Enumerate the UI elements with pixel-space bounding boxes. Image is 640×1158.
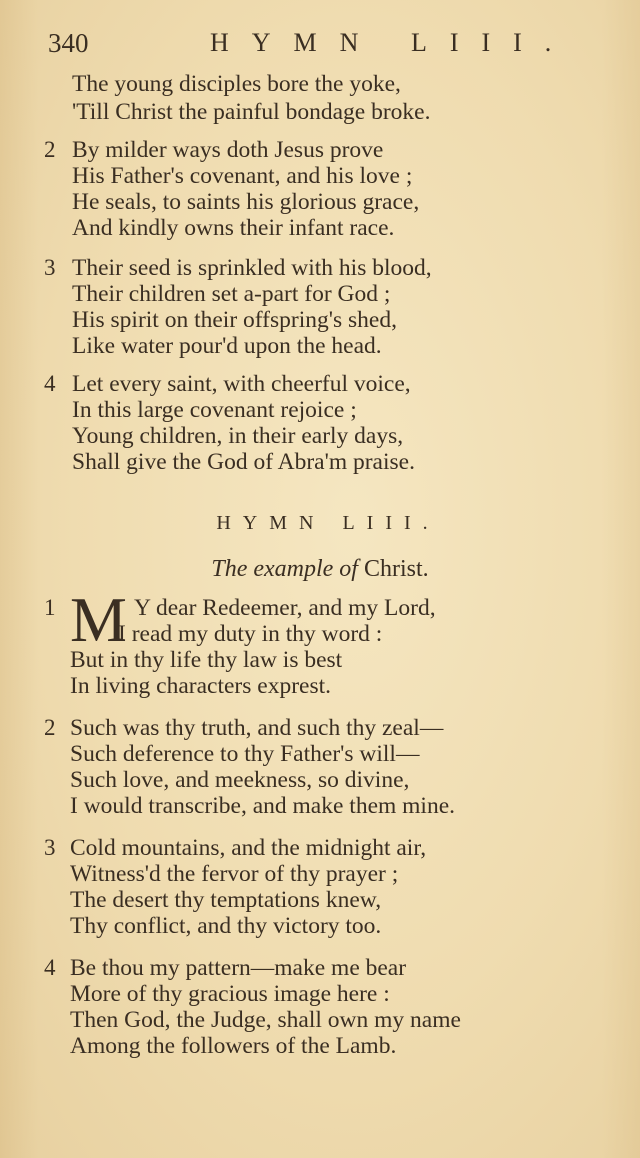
verse-line: Such love, and meekness, so divine, — [70, 767, 410, 793]
page-header — [0, 28, 640, 62]
verse-number: 4 — [44, 955, 56, 980]
verse-line: Such was thy truth, and such thy zeal— — [70, 715, 444, 741]
subtitle-italic: The example of — [211, 556, 358, 582]
hymn-subtitle — [0, 556, 640, 583]
hymn-title: HYMN LIII. — [216, 512, 440, 534]
verse-number: 1 — [44, 595, 56, 620]
verse-line: 'Till Christ the painful bondage broke. — [72, 99, 431, 125]
verse-line: By milder ways doth Jesus prove — [72, 137, 384, 163]
verse-line: More of thy gracious image here : — [70, 981, 390, 1007]
verse-line: Young children, in their early days, — [72, 423, 404, 449]
verse-line: And kindly owns their infant race. — [72, 215, 395, 241]
verse-line: He seals, to saints his glorious grace, — [72, 189, 420, 215]
verse-line: Y dear Redeemer, and my Lord, — [134, 595, 436, 621]
verse-line: His Father's covenant, and his love ; — [72, 163, 413, 189]
verse-line: But in thy life thy law is best — [70, 647, 343, 673]
verse-line: Their seed is sprinkled with his blood, — [72, 255, 432, 281]
verse-line: Thy conflict, and thy victory too. — [70, 913, 382, 939]
verse-line: The desert thy temptations knew, — [70, 887, 382, 913]
drop-cap: M — [70, 584, 127, 655]
verse-number: 3 — [44, 835, 56, 860]
verse-number: 2 — [44, 715, 56, 740]
verse-number: 3 — [44, 255, 56, 280]
verse-line: Such deference to thy Father's will— — [70, 741, 420, 767]
subtitle-roman: Christ. — [363, 556, 429, 582]
verse-line: I read my duty in thy word : — [118, 621, 383, 647]
verse-line: Shall give the God of Abra'm praise. — [72, 449, 415, 475]
verse-line: Be thou my pattern—make me bear — [70, 955, 407, 981]
running-title: HYMN LIII. — [210, 28, 575, 57]
verse-line: Among the followers of the Lamb. — [70, 1033, 397, 1059]
verse-line: In living characters exprest. — [70, 673, 332, 699]
verse-line: Cold mountains, and the midnight air, — [70, 835, 427, 861]
verse-line: Witness'd the fervor of thy prayer ; — [70, 861, 399, 887]
verse-line: In this large covenant rejoice ; — [72, 397, 357, 423]
verse-line: Their children set a-part for God ; — [72, 281, 391, 307]
verse-line: His spirit on their offspring's shed, — [72, 307, 397, 333]
verse-number: 4 — [44, 371, 56, 396]
page-number: 340 — [48, 28, 89, 58]
verse-line: Like water pour'd upon the head. — [72, 333, 382, 359]
verse-number: 2 — [44, 137, 56, 162]
verse-line: Then God, the Judge, shall own my name — [70, 1007, 461, 1033]
verse-line: I would transcribe, and make them mine. — [70, 793, 456, 819]
verse-line: The young disciples bore the yoke, — [72, 71, 401, 97]
verse-line: Let every saint, with cheerful voice, — [72, 371, 411, 397]
hymn-heading — [0, 512, 640, 582]
